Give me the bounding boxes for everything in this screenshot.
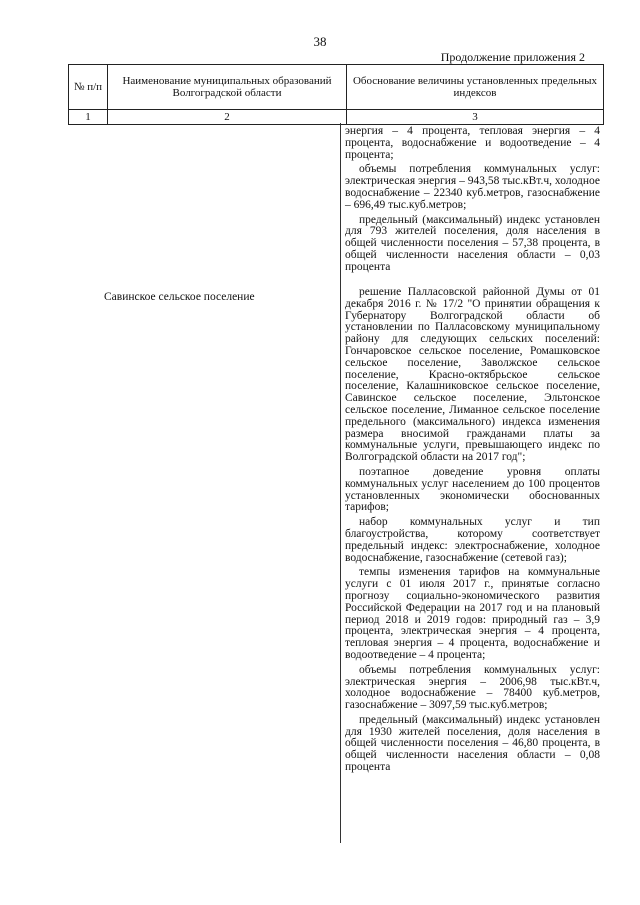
col-number-2: 2 <box>108 110 347 125</box>
table-header <box>68 64 604 125</box>
paragraph: объемы потребления коммунальных услуг: электрическая энергия – 943,58 тыс.кВт.ч, холодное водоснабжение – 22340 куб.метров, газоснабжение – 696,49 тыс.куб.метров; <box>345 163 600 211</box>
col-number-1: 1 <box>69 110 108 125</box>
col-number-3: 3 <box>347 110 604 125</box>
paragraph: предельный (максимальный) индекс установлен для 793 жителей поселения, доля населения в общей численности поселения – 57,38 процента, в общей численности населения области – 0,03 процента <box>345 213 600 273</box>
header-number: № п/п <box>69 65 108 110</box>
paragraph: поэтапное доведение уровня оплаты коммунальных услуг населением до 100 процентов установленных экономически обоснованных тарифов; <box>345 465 600 514</box>
paragraph: темпы изменения тарифов на коммунальные услуги с 01 июля 2017 г., принятые согласно прогнозу социально-экономического развития Российской Федерации на 2017 год и на плановый период 2018 и 2019 годов: природный газ – 3,9 процента, электрическая энергия – 4 процента, тепловая энергия – 4 процента, водоснабжение и водоотведение – 4 процента; <box>345 566 600 661</box>
paragraph: предельный (максимальный) индекс установлен для 1930 жителей поселения, доля населения в общей численности поселения – 46,80 процента, в общей численности населения области – 0,08 процента <box>345 713 600 774</box>
header-municipality: Наименование муниципальных образований Волгоградской области <box>108 65 347 110</box>
paragraph: набор коммунальных услуг и тип благоустройства, которому соответствует предельный индекс: электроснабжение, холодное водоснабжение, газоснабжение (сетевой газ); <box>345 516 600 564</box>
continuation-note: Продолжение приложения 2 <box>440 50 585 64</box>
header-justification: Обоснование величины установленных предельных индексов <box>347 65 604 110</box>
paragraph: решение Палласовской районной Думы от 01 декабря 2016 г. № 17/2 "О принятии обращения к Губернатору Волгоградской области об установлении по Палласовскому муниципальному району для следующих сельских поселений: Гончаровское сельское поселение, Ромашковское сельское поселение, Заволжское сельское поселение, Красно-октябрьское сельское поселение, Калашниковское сельское поселение, Савинское сельское поселение, Эльтонское сельское поселение, Лиманное сельское поселение предельного (максимального) индекса изменения размера вносимой гражданами платы за коммунальные услуги, превышающего индекс по Волгоградской области на 2017 год"; <box>345 286 600 464</box>
justification-block-2 <box>345 287 600 777</box>
column-divider <box>340 123 341 843</box>
municipality-name: Савинское сельское поселение <box>104 291 255 303</box>
paragraph: объемы потребления коммунальных услуг: электрическая энергия – 2006,98 тыс.кВт.ч, холодное водоснабжение – 78400 куб.метров, газоснабжение – 3097,59 тыс.куб.метров; <box>345 663 600 712</box>
paragraph: энергия – 4 процента, тепловая энергия – 4 процента, водоснабжение и водоотведение – 4 процента; <box>345 125 600 161</box>
page-number: 38 <box>313 34 327 49</box>
justification-block-1 <box>345 126 600 277</box>
